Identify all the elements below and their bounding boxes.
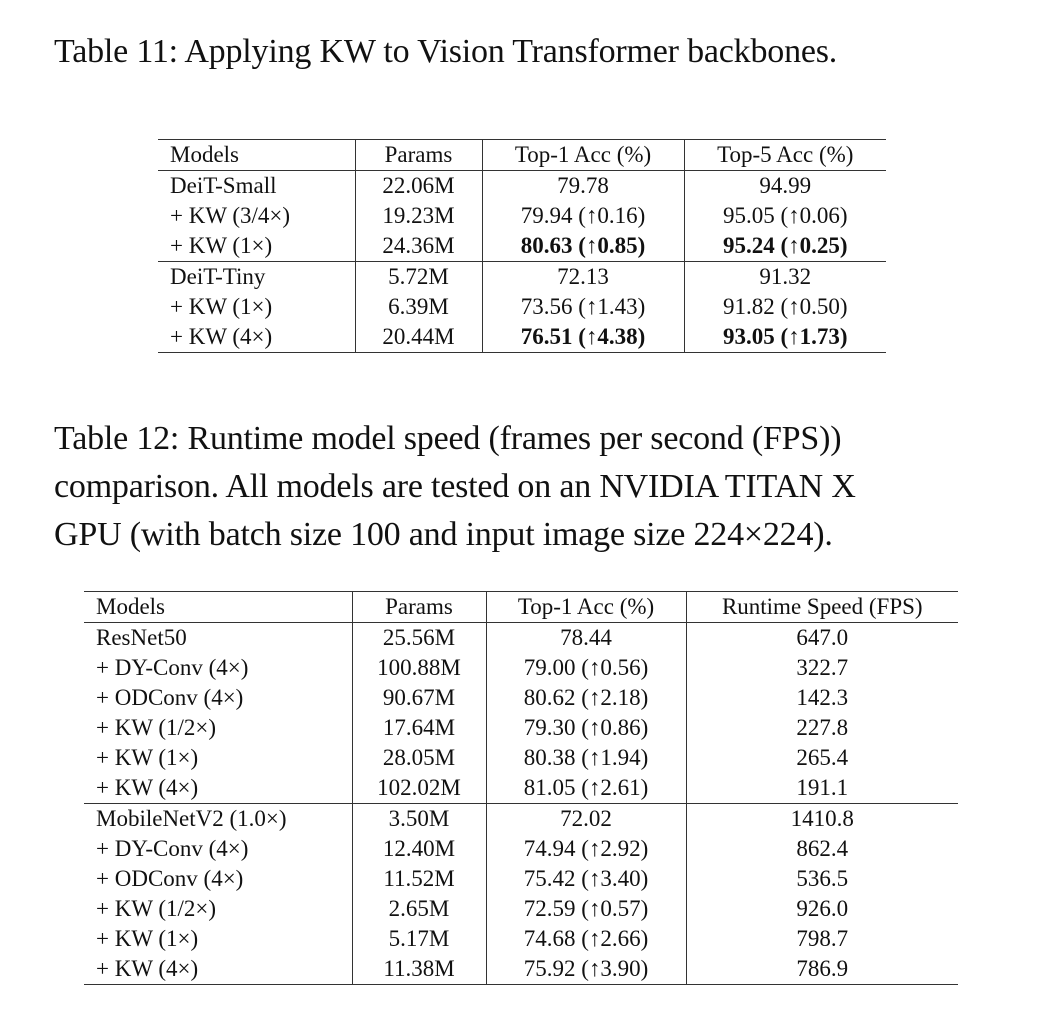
top1-cell-bold: 80.63 (↑0.85) — [520, 233, 646, 258]
fps-cell: 265.4 — [796, 745, 849, 770]
top5-cell: 91.32 — [759, 264, 812, 289]
top5-cell-bold: 93.05 (↑1.73) — [722, 324, 848, 349]
table-row — [84, 894, 958, 924]
header-models: Models — [158, 140, 355, 171]
model-cell: + KW (1/2×) — [84, 713, 352, 743]
params-cell: 6.39M — [355, 292, 482, 322]
top1-cell: 81.05 (↑2.61) — [486, 773, 686, 804]
caption-line: GPU (with batch size 100 and input image size 224×224). — [54, 516, 833, 553]
top1-cell: 74.94 (↑2.92) — [486, 834, 686, 864]
top1-cell — [482, 322, 684, 353]
table-row — [84, 773, 958, 804]
fps-cell: 926.0 — [796, 896, 849, 921]
top1-cell: 79.78 — [482, 171, 684, 202]
model-cell: + KW (1×) — [158, 292, 355, 322]
model-cell: + KW (1/2×) — [84, 894, 352, 924]
top1-cell: 73.56 (↑1.43) — [482, 292, 684, 322]
table-12 — [84, 591, 958, 985]
table-row — [84, 864, 958, 894]
params-cell: 5.17M — [352, 924, 486, 954]
caption-line: comparison. All models are tested on an NVIDIA TITAN X — [54, 468, 856, 505]
top1-cell-bold: 76.51 (↑4.38) — [520, 324, 646, 349]
params-cell: 90.67M — [352, 683, 486, 713]
params-cell: 20.44M — [355, 322, 482, 353]
top1-cell — [482, 231, 684, 262]
model-cell: + KW (4×) — [84, 954, 352, 985]
params-cell: 19.23M — [355, 201, 482, 231]
model-cell: DeiT-Tiny — [158, 262, 355, 293]
fps-cell: 1410.8 — [790, 806, 854, 831]
table-row — [84, 924, 958, 954]
header-runtime-speed: Runtime Speed (FPS) — [721, 594, 923, 619]
params-cell: 5.72M — [355, 262, 482, 293]
top5-cell: 91.82 (↑0.50) — [722, 294, 848, 319]
model-cell: + KW (1×) — [158, 231, 355, 262]
header-top1: Top-1 Acc (%) — [482, 140, 684, 171]
top5-cell-bold: 95.24 (↑0.25) — [722, 233, 848, 258]
params-cell: 25.56M — [352, 623, 486, 654]
table-row — [158, 322, 886, 353]
fps-cell: 322.7 — [796, 655, 849, 680]
top5-cell — [684, 231, 886, 262]
fps-cell: 142.3 — [796, 685, 849, 710]
model-cell: ResNet50 — [84, 623, 352, 654]
model-cell: + ODConv (4×) — [84, 864, 352, 894]
fps-cell: 227.8 — [796, 715, 849, 740]
model-cell: + DY-Conv (4×) — [84, 834, 352, 864]
top1-cell: 75.92 (↑3.90) — [486, 954, 686, 985]
table-header-row — [158, 140, 886, 171]
table-row — [84, 954, 958, 985]
table-row — [84, 743, 958, 773]
top1-cell: 72.59 (↑0.57) — [486, 894, 686, 924]
fps-cell: 786.9 — [796, 956, 849, 981]
table-header-row — [84, 592, 958, 623]
table-row — [84, 804, 958, 835]
table-row — [84, 834, 958, 864]
top5-cell: 95.05 (↑0.06) — [722, 203, 848, 228]
model-cell: + KW (1×) — [84, 924, 352, 954]
top1-cell: 75.42 (↑3.40) — [486, 864, 686, 894]
header-top5: Top-5 Acc (%) — [717, 142, 854, 167]
table-row — [158, 262, 886, 293]
model-cell: + DY-Conv (4×) — [84, 653, 352, 683]
fps-cell: 647.0 — [796, 625, 849, 650]
table-row — [158, 201, 886, 231]
top1-cell: 79.94 (↑0.16) — [482, 201, 684, 231]
params-cell: 100.88M — [352, 653, 486, 683]
caption-line: Table 12: Runtime model speed (frames per second (FPS)) — [54, 420, 842, 457]
table-row — [84, 683, 958, 713]
model-cell: + KW (4×) — [158, 322, 355, 353]
header-params: Params — [352, 592, 486, 623]
table-11 — [158, 139, 886, 353]
params-cell: 2.65M — [352, 894, 486, 924]
top1-cell: 79.00 (↑0.56) — [486, 653, 686, 683]
params-cell: 17.64M — [352, 713, 486, 743]
table-row — [84, 653, 958, 683]
params-cell: 24.36M — [355, 231, 482, 262]
top5-cell: 94.99 — [759, 173, 812, 198]
table-11-caption: Table 11: Applying KW to Vision Transformer backbones. — [54, 33, 838, 70]
params-cell: 3.50M — [352, 804, 486, 835]
table-12-caption — [54, 415, 856, 559]
params-cell: 22.06M — [355, 171, 482, 202]
model-cell: + KW (3/4×) — [158, 201, 355, 231]
table-row — [84, 713, 958, 743]
header-models: Models — [84, 592, 352, 623]
header-params: Params — [355, 140, 482, 171]
fps-cell: 862.4 — [796, 836, 849, 861]
model-cell: DeiT-Small — [158, 171, 355, 202]
header-top1: Top-1 Acc (%) — [486, 592, 686, 623]
top1-cell: 78.44 — [486, 623, 686, 654]
model-cell: + KW (1×) — [84, 743, 352, 773]
table-row — [158, 171, 886, 202]
table-row — [158, 292, 886, 322]
params-cell: 11.52M — [352, 864, 486, 894]
top1-cell: 72.02 — [486, 804, 686, 835]
table-row — [84, 623, 958, 654]
model-cell: + KW (4×) — [84, 773, 352, 804]
params-cell: 11.38M — [352, 954, 486, 985]
model-cell: MobileNetV2 (1.0×) — [84, 804, 352, 835]
fps-cell: 798.7 — [796, 926, 849, 951]
top1-cell: 80.62 (↑2.18) — [486, 683, 686, 713]
top1-cell: 72.13 — [482, 262, 684, 293]
top1-cell: 79.30 (↑0.86) — [486, 713, 686, 743]
top1-cell: 74.68 (↑2.66) — [486, 924, 686, 954]
top5-cell — [684, 322, 886, 353]
fps-cell: 191.1 — [796, 775, 849, 800]
table-row — [158, 231, 886, 262]
params-cell: 28.05M — [352, 743, 486, 773]
fps-cell: 536.5 — [796, 866, 849, 891]
params-cell: 102.02M — [352, 773, 486, 804]
model-cell: + ODConv (4×) — [84, 683, 352, 713]
top1-cell: 80.38 (↑1.94) — [486, 743, 686, 773]
params-cell: 12.40M — [352, 834, 486, 864]
